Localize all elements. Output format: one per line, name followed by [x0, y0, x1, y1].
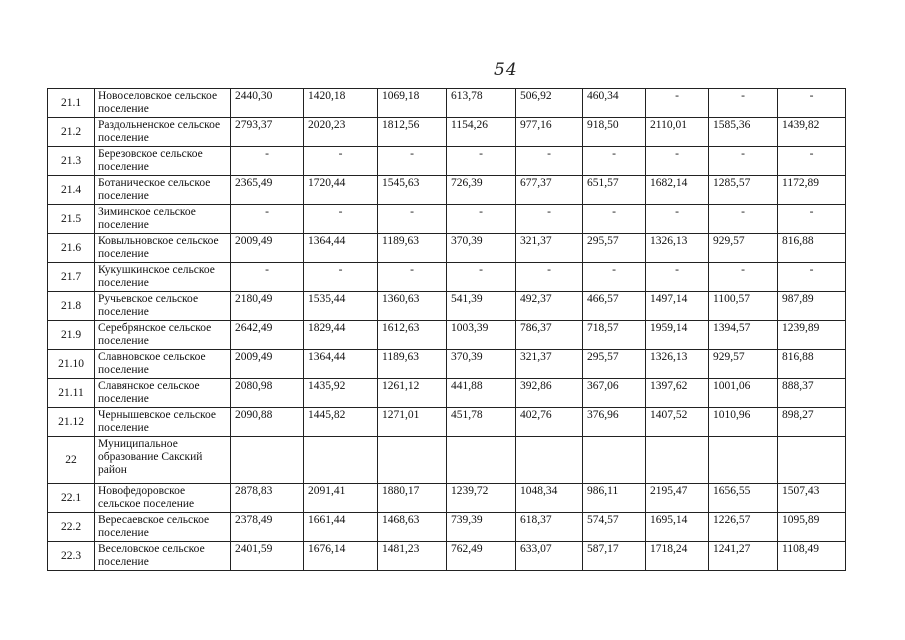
value-cell: 1959,14	[646, 321, 709, 350]
value-cell: 618,37	[516, 513, 583, 542]
table-row	[48, 379, 846, 408]
value-cell: -	[447, 205, 516, 234]
settlement-name: Славянское сельское поселение	[95, 379, 231, 408]
value-cell: 677,37	[516, 176, 583, 205]
value-cell	[583, 437, 646, 484]
value-cell: 1439,82	[778, 118, 846, 147]
value-cell: -	[778, 147, 846, 176]
value-cell: 2365,49	[231, 176, 304, 205]
settlement-name: Ручьевское сельское поселение	[95, 292, 231, 321]
value-cell: 1326,13	[646, 350, 709, 379]
value-cell: 2009,49	[231, 234, 304, 263]
value-cell: 1720,44	[304, 176, 378, 205]
table-body	[48, 89, 846, 571]
row-index: 21.3	[48, 147, 95, 176]
value-cell: 1261,12	[378, 379, 447, 408]
table-row	[48, 513, 846, 542]
value-cell: 651,57	[583, 176, 646, 205]
value-cell: 2091,41	[304, 484, 378, 513]
value-cell: 1695,14	[646, 513, 709, 542]
value-cell: 816,88	[778, 350, 846, 379]
value-cell: 2401,59	[231, 542, 304, 571]
value-cell: 1718,24	[646, 542, 709, 571]
value-cell: -	[778, 263, 846, 292]
value-cell: 1003,39	[447, 321, 516, 350]
value-cell: 2180,49	[231, 292, 304, 321]
value-cell: 1656,55	[709, 484, 778, 513]
value-cell: 1239,72	[447, 484, 516, 513]
value-cell: 613,78	[447, 89, 516, 118]
value-cell	[646, 437, 709, 484]
value-cell: 1239,89	[778, 321, 846, 350]
value-cell	[516, 437, 583, 484]
value-cell: 1069,18	[378, 89, 447, 118]
value-cell: 392,86	[516, 379, 583, 408]
value-cell: 370,39	[447, 350, 516, 379]
value-cell: 888,37	[778, 379, 846, 408]
value-cell: -	[231, 205, 304, 234]
value-cell: 2080,98	[231, 379, 304, 408]
table-row	[48, 234, 846, 263]
value-cell: 574,57	[583, 513, 646, 542]
value-cell: 367,06	[583, 379, 646, 408]
value-cell: 1397,62	[646, 379, 709, 408]
value-cell: 1497,14	[646, 292, 709, 321]
settlement-name: Зиминское сельское поселение	[95, 205, 231, 234]
value-cell: 1189,63	[378, 234, 447, 263]
value-cell: 1507,43	[778, 484, 846, 513]
value-cell: -	[709, 263, 778, 292]
settlement-name: Славновское сельское поселение	[95, 350, 231, 379]
value-cell: 2090,88	[231, 408, 304, 437]
table-row	[48, 176, 846, 205]
value-cell: 2110,01	[646, 118, 709, 147]
value-cell: 816,88	[778, 234, 846, 263]
value-cell: 1226,57	[709, 513, 778, 542]
value-cell: 1326,13	[646, 234, 709, 263]
value-cell: 986,11	[583, 484, 646, 513]
value-cell: 1880,17	[378, 484, 447, 513]
table-row	[48, 321, 846, 350]
settlement-name: Муниципальное образование Сакский район	[95, 437, 231, 484]
value-cell: -	[709, 147, 778, 176]
value-cell: 1612,63	[378, 321, 447, 350]
value-cell: 726,39	[447, 176, 516, 205]
value-cell: 929,57	[709, 234, 778, 263]
row-index: 22	[48, 437, 95, 484]
value-cell: 2009,49	[231, 350, 304, 379]
value-cell: 1364,44	[304, 234, 378, 263]
table-row	[48, 292, 846, 321]
settlement-name: Ботаническое сельское поселение	[95, 176, 231, 205]
value-cell: 1010,96	[709, 408, 778, 437]
value-cell: 587,17	[583, 542, 646, 571]
value-cell: -	[646, 147, 709, 176]
value-cell: -	[516, 263, 583, 292]
value-cell: 1682,14	[646, 176, 709, 205]
value-cell: -	[709, 205, 778, 234]
value-cell: 987,89	[778, 292, 846, 321]
value-cell	[709, 437, 778, 484]
value-cell: 1100,57	[709, 292, 778, 321]
value-cell: 1001,06	[709, 379, 778, 408]
row-index: 21.2	[48, 118, 95, 147]
value-cell: 506,92	[516, 89, 583, 118]
row-index: 22.2	[48, 513, 95, 542]
value-cell: -	[646, 205, 709, 234]
value-cell: 762,49	[447, 542, 516, 571]
value-cell	[447, 437, 516, 484]
value-cell: 1364,44	[304, 350, 378, 379]
value-cell	[778, 437, 846, 484]
settlement-name: Веселовское сельское поселение	[95, 542, 231, 571]
table-row	[48, 408, 846, 437]
table-row	[48, 542, 846, 571]
value-cell: 466,57	[583, 292, 646, 321]
value-cell: -	[778, 89, 846, 118]
value-cell: 1661,44	[304, 513, 378, 542]
value-cell: 1394,57	[709, 321, 778, 350]
table-row	[48, 147, 846, 176]
value-cell: 786,37	[516, 321, 583, 350]
settlement-name: Серебрянское сельское поселение	[95, 321, 231, 350]
settlement-name: Новофедоровское сельское поселение	[95, 484, 231, 513]
row-index: 21.4	[48, 176, 95, 205]
value-cell: -	[583, 263, 646, 292]
value-cell: -	[516, 205, 583, 234]
value-cell: 1585,36	[709, 118, 778, 147]
value-cell	[231, 437, 304, 484]
value-cell: 739,39	[447, 513, 516, 542]
value-cell: 1407,52	[646, 408, 709, 437]
value-cell: -	[304, 205, 378, 234]
settlement-name: Березовское сельское поселение	[95, 147, 231, 176]
value-cell: 1468,63	[378, 513, 447, 542]
value-cell: 492,37	[516, 292, 583, 321]
value-cell: -	[646, 89, 709, 118]
value-cell: 1048,34	[516, 484, 583, 513]
value-cell: 2440,30	[231, 89, 304, 118]
row-index: 21.8	[48, 292, 95, 321]
value-cell: 321,37	[516, 350, 583, 379]
value-cell: -	[583, 147, 646, 176]
value-cell: -	[709, 89, 778, 118]
value-cell: 1812,56	[378, 118, 447, 147]
value-cell: 295,57	[583, 234, 646, 263]
value-cell: 633,07	[516, 542, 583, 571]
table-row	[48, 263, 846, 292]
row-index: 21.6	[48, 234, 95, 263]
settlement-name: Вересаевское сельское поселение	[95, 513, 231, 542]
value-cell: 1241,27	[709, 542, 778, 571]
value-cell: -	[378, 205, 447, 234]
value-cell: 1154,26	[447, 118, 516, 147]
value-cell: 370,39	[447, 234, 516, 263]
value-cell: 1095,89	[778, 513, 846, 542]
value-cell: 929,57	[709, 350, 778, 379]
table-row	[48, 89, 846, 118]
row-index: 21.12	[48, 408, 95, 437]
value-cell: 441,88	[447, 379, 516, 408]
value-cell: 718,57	[583, 321, 646, 350]
value-cell: 295,57	[583, 350, 646, 379]
value-cell: -	[231, 147, 304, 176]
value-cell: 1445,82	[304, 408, 378, 437]
value-cell: 1189,63	[378, 350, 447, 379]
value-cell: 2195,47	[646, 484, 709, 513]
table-row	[48, 437, 846, 484]
value-cell: 1829,44	[304, 321, 378, 350]
value-cell: -	[231, 263, 304, 292]
settlement-name: Новоселовское сельское поселение	[95, 89, 231, 118]
value-cell: -	[447, 263, 516, 292]
row-index: 21.10	[48, 350, 95, 379]
settlement-name: Чернышевское сельское поселение	[95, 408, 231, 437]
value-cell: 1108,49	[778, 542, 846, 571]
value-cell	[378, 437, 447, 484]
value-cell: 376,96	[583, 408, 646, 437]
value-cell: 898,27	[778, 408, 846, 437]
value-cell: 1435,92	[304, 379, 378, 408]
value-cell: 918,50	[583, 118, 646, 147]
value-cell: 1545,63	[378, 176, 447, 205]
value-cell: 1271,01	[378, 408, 447, 437]
value-cell: 1285,57	[709, 176, 778, 205]
value-cell: -	[378, 263, 447, 292]
row-index: 21.1	[48, 89, 95, 118]
value-cell: 1420,18	[304, 89, 378, 118]
value-cell: 2378,49	[231, 513, 304, 542]
value-cell: 2020,23	[304, 118, 378, 147]
row-index: 21.5	[48, 205, 95, 234]
value-cell: 1172,89	[778, 176, 846, 205]
table-row	[48, 205, 846, 234]
table-row	[48, 118, 846, 147]
table-row	[48, 484, 846, 513]
value-cell: 451,78	[447, 408, 516, 437]
value-cell: -	[304, 263, 378, 292]
value-cell: 1535,44	[304, 292, 378, 321]
tariff-table	[47, 88, 846, 571]
page-number: 54	[494, 60, 518, 80]
value-cell: 2878,83	[231, 484, 304, 513]
row-index: 22.3	[48, 542, 95, 571]
row-index: 22.1	[48, 484, 95, 513]
row-index: 21.11	[48, 379, 95, 408]
value-cell: 321,37	[516, 234, 583, 263]
table-row	[48, 350, 846, 379]
value-cell: -	[778, 205, 846, 234]
value-cell: 402,76	[516, 408, 583, 437]
value-cell: 1360,63	[378, 292, 447, 321]
value-cell: -	[583, 205, 646, 234]
value-cell: 1676,14	[304, 542, 378, 571]
value-cell: 460,34	[583, 89, 646, 118]
value-cell: 2793,37	[231, 118, 304, 147]
value-cell: -	[304, 147, 378, 176]
value-cell: -	[646, 263, 709, 292]
value-cell: -	[378, 147, 447, 176]
settlement-name: Кукушкинское сельское поселение	[95, 263, 231, 292]
row-index: 21.9	[48, 321, 95, 350]
row-index: 21.7	[48, 263, 95, 292]
settlement-name: Ковыльновское сельское поселение	[95, 234, 231, 263]
value-cell: 977,16	[516, 118, 583, 147]
value-cell: -	[516, 147, 583, 176]
value-cell: 1481,23	[378, 542, 447, 571]
value-cell: 541,39	[447, 292, 516, 321]
settlement-name: Раздольненское сельское поселение	[95, 118, 231, 147]
value-cell: -	[447, 147, 516, 176]
value-cell	[304, 437, 378, 484]
value-cell: 2642,49	[231, 321, 304, 350]
